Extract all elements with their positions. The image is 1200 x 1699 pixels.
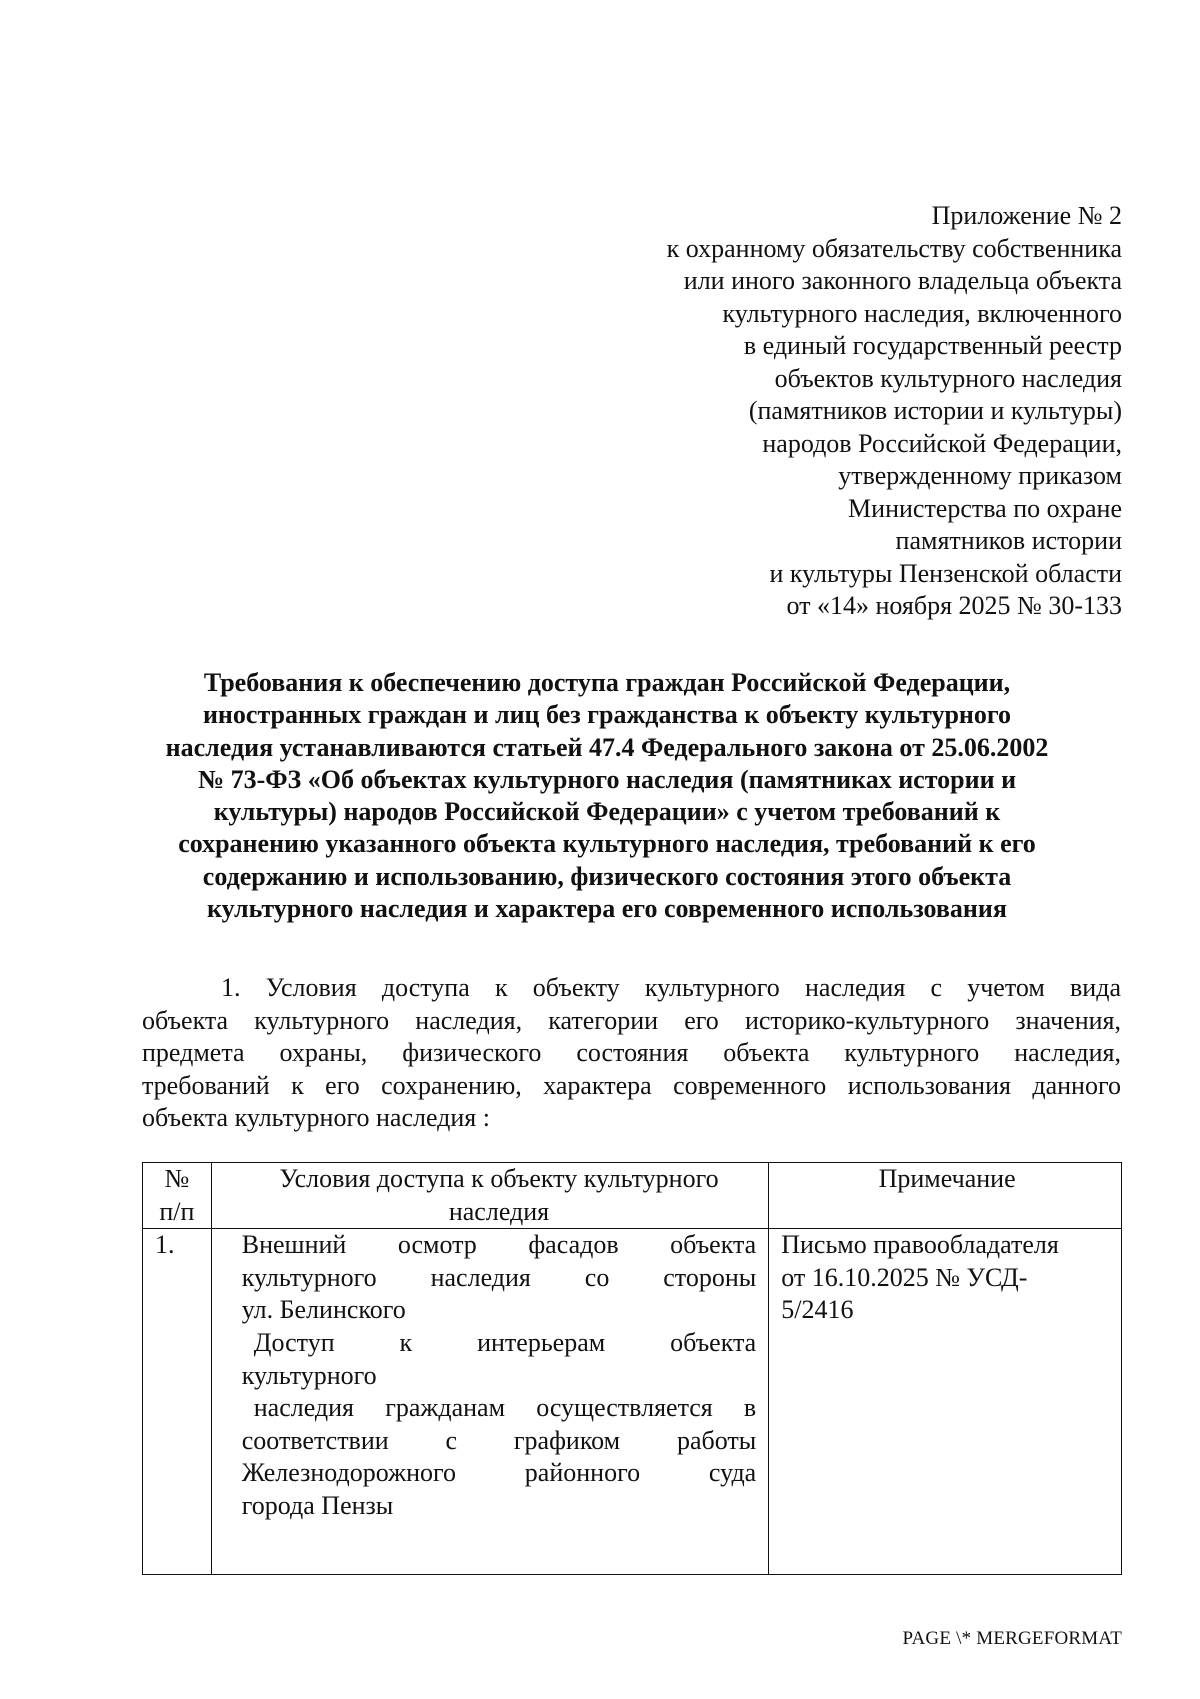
title-line: Требования к обеспечению доступа граждан Российской Федерации, [203, 668, 1011, 697]
row-note [769, 1229, 1122, 1575]
paragraph-line: предмета охраны, физического состояния объекта культурного наследия, [142, 1038, 1121, 1068]
appendix-line: Министерства по охране [848, 493, 1122, 523]
title-line: наследия устанавливаются статьей 47.4 Федерального закона от 25.06.2002 [165, 732, 1049, 762]
header-condition-line: наследия [448, 1196, 550, 1226]
appendix-line: в единый государственный реестр [743, 331, 1122, 360]
body-paragraph [142, 972, 1121, 1135]
header-condition-line: Условия доступа к объекту культурного [279, 1164, 719, 1193]
table-row [143, 1229, 1122, 1575]
header-note: Примечание [769, 1163, 1122, 1229]
title-line: культурного наследия и характера его современного использования [207, 894, 1007, 924]
appendix-line: объектов культурного наследия [774, 363, 1122, 393]
document-title [142, 667, 1072, 925]
appendix-line: (памятников истории и культуры) [748, 396, 1122, 425]
note-line: от 16.10.2025 № УСД- [781, 1262, 1028, 1292]
title-line: содержанию и использованию, физического состояния этого объекта [202, 861, 1012, 891]
appendix-line: к охранному обязательству собственника [666, 233, 1122, 263]
condition-line: города Пензы [241, 1490, 394, 1520]
appendix-line: Приложение № 2 [931, 201, 1122, 230]
row-condition [211, 1229, 768, 1575]
appendix-line: народов Российской Федерации, [762, 428, 1122, 458]
appendix-line: памятников истории [895, 526, 1122, 555]
paragraph-line: 1. Условия доступа к объекту культурного наследия с учетом вида [221, 973, 1121, 1002]
condition-line: Внешний осмотр фасадов объекта [241, 1230, 757, 1260]
table-header-row [143, 1163, 1122, 1229]
condition-line: культурного наследия со стороны [241, 1262, 757, 1292]
header-num-line: п/п [159, 1196, 195, 1226]
condition-line: соответствии с графиком работы [241, 1425, 757, 1455]
title-line: сохранению указанного объекта культурного наследия, требований к его [178, 829, 1036, 859]
title-line: иностранных граждан и лиц без гражданства к объекту культурного [202, 700, 1012, 730]
note-line: 5/2416 [781, 1295, 854, 1325]
appendix-header [562, 200, 1122, 623]
condition-line: Железнодорожного районного суда [241, 1458, 757, 1488]
note-line: Письмо правообладателя [781, 1230, 1059, 1260]
paragraph-line: объекта культурного наследия, категории его историко-культурного значения, [142, 1005, 1121, 1035]
appendix-line: утвержденному приказом [838, 461, 1122, 490]
header-num-line: № [164, 1164, 190, 1193]
appendix-line: и культуры Пензенской области [769, 558, 1122, 588]
appendix-line: или иного законного владельца объекта [683, 266, 1122, 295]
paragraph-line: объекта культурного наследия : [142, 1103, 490, 1133]
row-num: 1. [143, 1229, 212, 1575]
title-line: культуры) народов Российской Федерации» с учетом требований к [213, 797, 1001, 827]
paragraph-line: требований к его сохранению, характера современного использования данного [142, 1070, 1121, 1100]
condition-line: наследия гражданам осуществляется в [253, 1393, 757, 1423]
access-conditions-table [142, 1162, 1122, 1575]
appendix-line: культурного наследия, включенного [722, 298, 1122, 328]
page-footer: PAGE \* MERGEFORMAT [902, 1628, 1122, 1649]
header-condition [211, 1163, 768, 1229]
header-num [143, 1163, 212, 1229]
title-line: № 73-ФЗ «Об объектах культурного наследия (памятниках истории и [197, 764, 1017, 794]
condition-line: культурного [241, 1360, 377, 1390]
condition-line: Доступ к интерьерам объекта [253, 1327, 757, 1357]
condition-line: ул. Белинского [241, 1295, 406, 1325]
appendix-line: от «14» ноября 2025 № 30-133 [786, 591, 1122, 620]
